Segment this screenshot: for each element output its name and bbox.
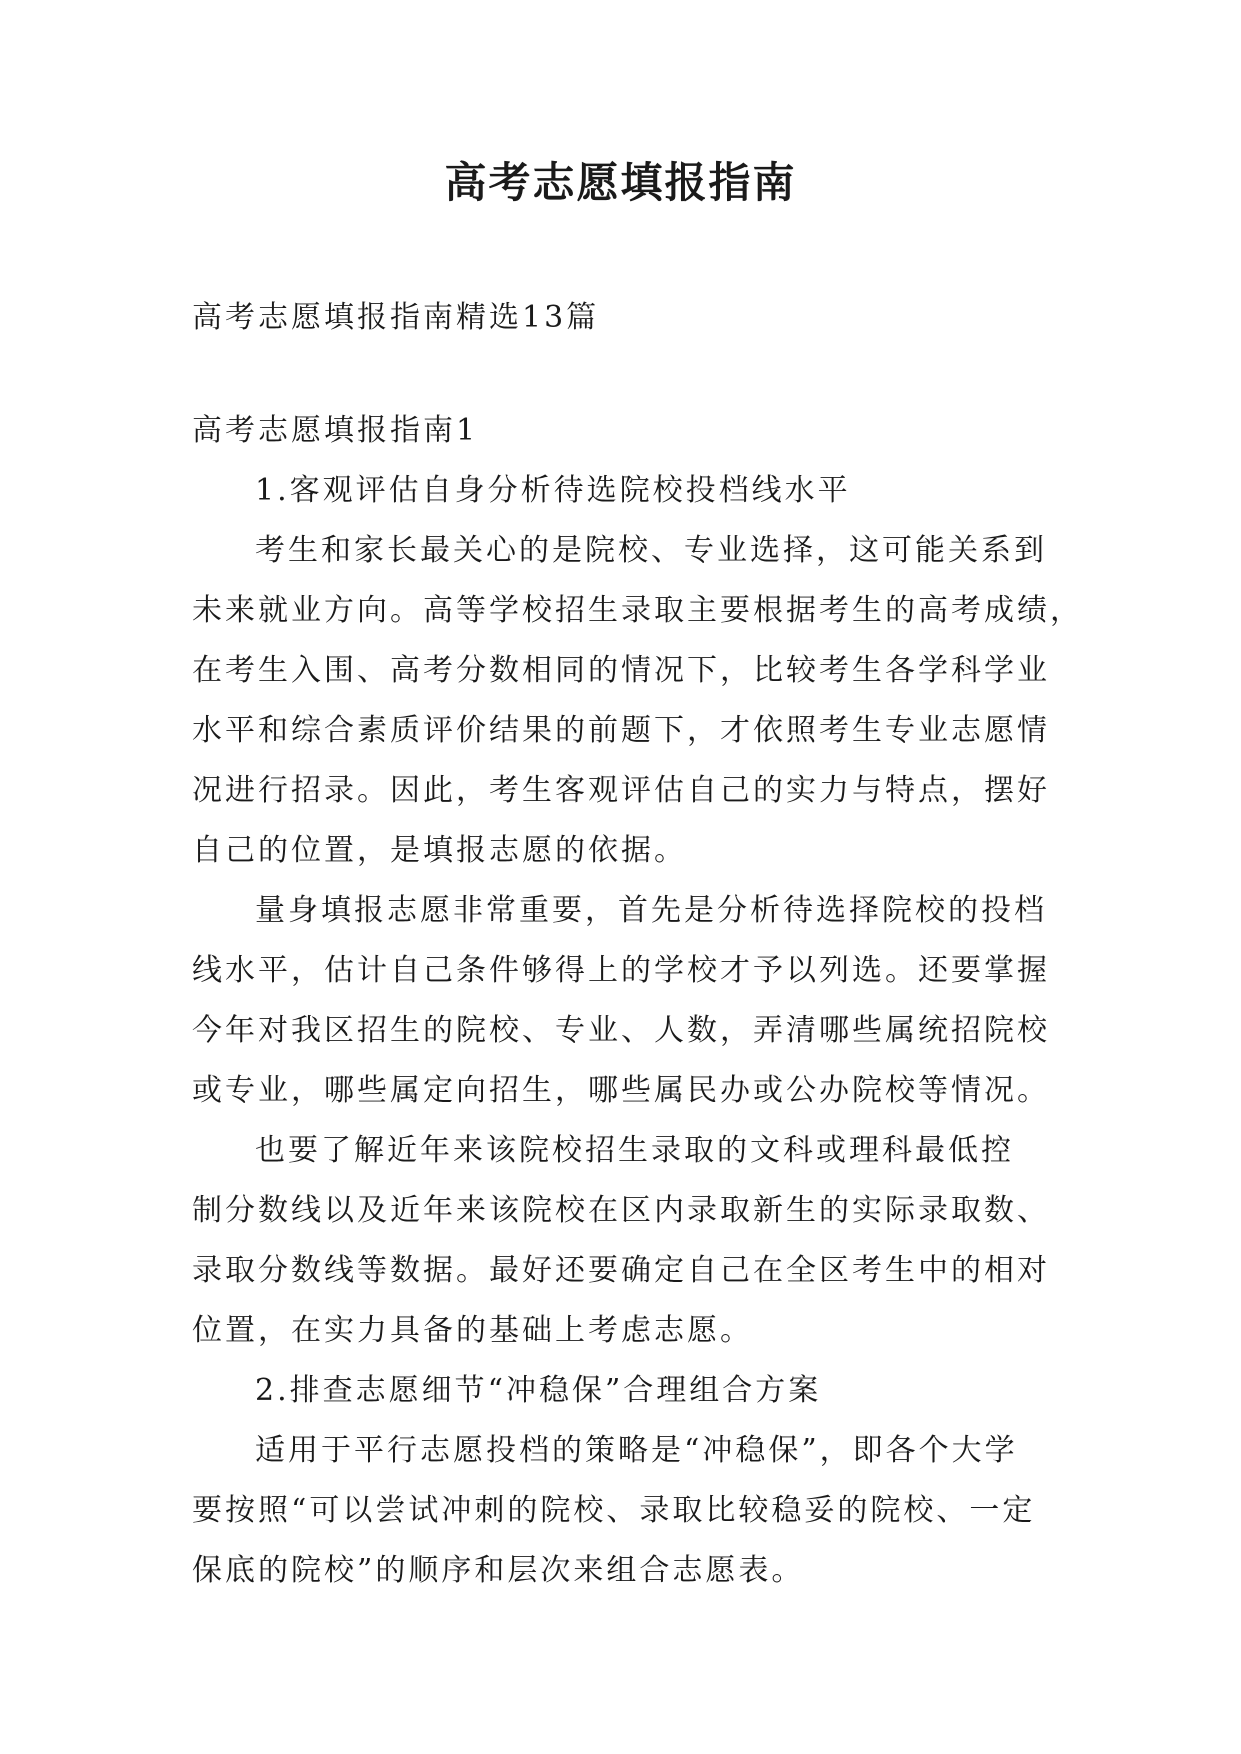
paragraph-line: 今年对我区招生的院校、专业、人数，弄清哪些属统招院校 <box>192 1013 1050 1048</box>
section-heading: 高考志愿填报指南1 <box>192 413 479 448</box>
paragraph-line: 未来就业方向。高等学校招生录取主要根据考生的高考成绩， <box>192 593 1083 628</box>
paragraph-line: 况进行招录。因此，考生客观评估自己的实力与特点，摆好 <box>192 773 1050 808</box>
subsection-heading-1: 1.客观评估自身分析待选院校投档线水平 <box>255 473 851 508</box>
paragraph-line: 考生和家长最关心的是院校、专业选择，这可能关系到 <box>255 533 1047 568</box>
document-subtitle: 高考志愿填报指南精选13篇 <box>192 300 600 335</box>
paragraph-line: 线水平，估计自己条件够得上的学校才予以列选。还要掌握 <box>192 953 1050 988</box>
paragraph-line: 位置，在实力具备的基础上考虑志愿。 <box>192 1313 753 1348</box>
paragraph-line: 在考生入围、高考分数相同的情况下，比较考生各学科学业 <box>192 653 1050 688</box>
paragraph-line: 或专业，哪些属定向招生，哪些属民办或公办院校等情况。 <box>192 1073 1050 1108</box>
paragraph-line: 水平和综合素质评价结果的前题下，才依照考生专业志愿情 <box>192 713 1050 748</box>
paragraph-line: 保底的院校”的顺序和层次来组合志愿表。 <box>192 1553 805 1588</box>
paragraph-line: 录取分数线等数据。最好还要确定自己在全区考生中的相对 <box>192 1253 1050 1288</box>
paragraph-line: 制分数线以及近年来该院校在区内录取新生的实际录取数、 <box>192 1193 1050 1228</box>
paragraph-line: 自己的位置，是填报志愿的依据。 <box>192 833 687 868</box>
paragraph-line: 适用于平行志愿投档的策略是“冲稳保”，即各个大学 <box>255 1433 1018 1468</box>
document-title: 高考志愿填报指南 <box>444 158 797 207</box>
paragraph-line: 要按照“可以尝试冲刺的院校、录取比较稳妥的院校、一定 <box>192 1493 1036 1528</box>
subsection-heading-2: 2.排查志愿细节“冲稳保”合理组合方案 <box>255 1373 822 1408</box>
paragraph-line: 也要了解近年来该院校招生录取的文科或理科最低控 <box>255 1133 1014 1168</box>
paragraph-line: 量身填报志愿非常重要，首先是分析待选择院校的投档 <box>255 893 1047 928</box>
